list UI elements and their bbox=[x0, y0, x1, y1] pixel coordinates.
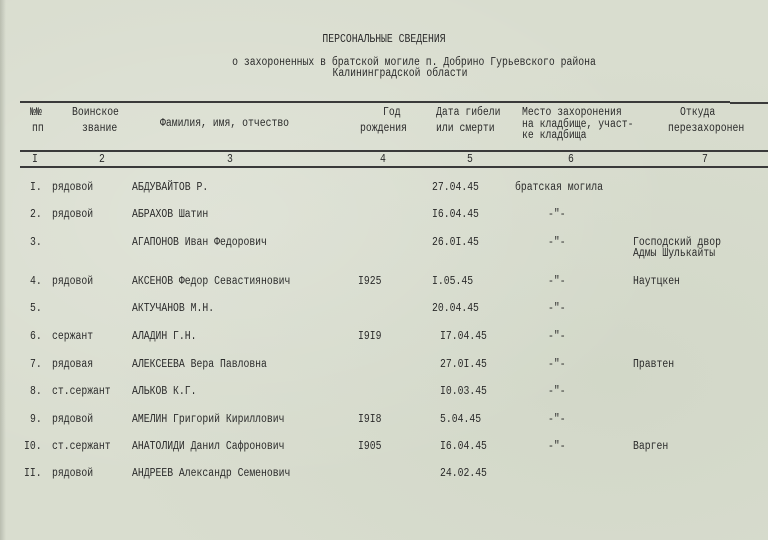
header-place: ке кладбища bbox=[522, 129, 587, 142]
cell-birth: I9I8 bbox=[358, 413, 382, 426]
cell-death: I7.04.45 bbox=[440, 330, 487, 343]
header-birth: рождения bbox=[360, 122, 407, 135]
column-number: 7 bbox=[702, 153, 708, 166]
cell-rank: рядовой bbox=[52, 181, 94, 194]
cell-birth: I905 bbox=[358, 440, 382, 453]
column-number: 2 bbox=[99, 153, 105, 166]
header-origin: перезахоронен bbox=[668, 122, 745, 135]
cell-place: -"- bbox=[548, 440, 566, 453]
cell-death: 27.04.45 bbox=[432, 181, 479, 194]
cell-num: I0. bbox=[24, 440, 42, 453]
header-name: Фамилия, имя, отчество bbox=[160, 117, 290, 130]
cell-rank: сержант bbox=[52, 330, 94, 343]
header-death: Дата гибели bbox=[436, 106, 501, 119]
table-row bbox=[0, 330, 768, 350]
table-row bbox=[0, 358, 768, 378]
table-row bbox=[0, 181, 768, 201]
header-num: пп bbox=[32, 122, 44, 135]
cell-death: 24.02.45 bbox=[440, 467, 487, 480]
cell-death: 5.04.45 bbox=[440, 413, 482, 426]
cell-origin: Наутцкен bbox=[633, 275, 680, 288]
cell-num: 5. bbox=[30, 302, 42, 315]
cell-place: -"- bbox=[548, 302, 566, 315]
cell-name: АЛЬКОВ К.Г. bbox=[132, 385, 197, 398]
cell-death: 26.0I.45 bbox=[432, 236, 479, 249]
header-death: или смерти bbox=[436, 122, 495, 135]
table-row bbox=[0, 236, 768, 260]
column-number: 3 bbox=[227, 153, 233, 166]
cell-place: -"- bbox=[548, 330, 566, 343]
cell-rank: рядовая bbox=[52, 358, 94, 371]
cell-place: -"- bbox=[548, 358, 566, 371]
cell-rank: рядовой bbox=[52, 467, 94, 480]
cell-death: 20.04.45 bbox=[432, 302, 479, 315]
header-top-rule-end bbox=[730, 102, 768, 104]
header-rank: Воинское bbox=[72, 106, 119, 119]
table-row bbox=[0, 302, 768, 322]
cell-place: -"- bbox=[548, 275, 566, 288]
cell-rank: рядовой bbox=[52, 413, 94, 426]
column-number: I bbox=[32, 153, 38, 166]
cell-num: 8. bbox=[30, 385, 42, 398]
cell-place: -"- bbox=[548, 413, 566, 426]
table-row bbox=[0, 467, 768, 487]
header-origin: Откуда bbox=[680, 106, 716, 119]
cell-place: братская могила bbox=[515, 181, 604, 194]
cell-name: АНДРЕЕВ Александр Семенович bbox=[132, 467, 291, 480]
cell-rank: ст.сержант bbox=[52, 440, 111, 453]
cell-name: АКСЕНОВ Федор Севастиянович bbox=[132, 275, 291, 288]
column-numbers-rule bbox=[20, 166, 768, 168]
document-subtitle-line1: о захороненных в братской могиле п. Добрино Гурьевского района bbox=[232, 56, 596, 69]
cell-num: 2. bbox=[30, 208, 42, 221]
header-place: Место захоронения bbox=[522, 106, 622, 119]
cell-num: 7. bbox=[30, 358, 42, 371]
cell-place: -"- bbox=[548, 385, 566, 398]
document-title: ПЕРСОНАЛЬНЫЕ СВЕДЕНИЯ bbox=[322, 33, 446, 46]
table-row bbox=[0, 440, 768, 460]
cell-origin: Правтен bbox=[633, 358, 675, 371]
cell-name: АБДУВАЙТОВ Р. bbox=[132, 181, 209, 194]
cell-name: АНАТОЛИДИ Данил Сафронович bbox=[132, 440, 285, 453]
header-birth: Год bbox=[383, 106, 401, 119]
header-top-rule bbox=[20, 101, 730, 103]
header-bottom-rule bbox=[20, 150, 768, 152]
cell-num: 9. bbox=[30, 413, 42, 426]
cell-name: АЛЕКСЕЕВА Вера Павловна bbox=[132, 358, 267, 371]
document-subtitle-line2: Калининградской области bbox=[332, 67, 468, 80]
cell-death: I6.04.45 bbox=[440, 440, 487, 453]
column-number: 6 bbox=[568, 153, 574, 166]
cell-rank: рядовой bbox=[52, 208, 94, 221]
column-number: 4 bbox=[380, 153, 386, 166]
cell-rank: рядовой bbox=[52, 275, 94, 288]
column-number: 5 bbox=[467, 153, 473, 166]
table-row bbox=[0, 385, 768, 405]
header-rank: звание bbox=[82, 122, 118, 135]
cell-name: АМЕЛИН Григорий Кириллович bbox=[132, 413, 285, 426]
cell-name: АКТУЧАНОВ М.Н. bbox=[132, 302, 215, 315]
header-place: на кладбище, участ- bbox=[522, 118, 634, 131]
cell-death: I6.04.45 bbox=[432, 208, 479, 221]
cell-death: I.05.45 bbox=[432, 275, 474, 288]
cell-place: -"- bbox=[548, 208, 566, 221]
cell-num: 4. bbox=[30, 275, 42, 288]
cell-name: АЛАДИН Г.Н. bbox=[132, 330, 197, 343]
cell-birth: I9I9 bbox=[358, 330, 382, 343]
cell-origin: Господский двор bbox=[633, 236, 722, 249]
cell-origin: Варген bbox=[633, 440, 669, 453]
header-num: №№ bbox=[30, 106, 42, 119]
cell-death: I0.03.45 bbox=[440, 385, 487, 398]
cell-num: 3. bbox=[30, 236, 42, 249]
cell-place: -"- bbox=[548, 236, 566, 249]
cell-num: II. bbox=[24, 467, 42, 480]
cell-name: АБРАХОВ Шатин bbox=[132, 208, 209, 221]
cell-birth: I925 bbox=[358, 275, 382, 288]
cell-num: I. bbox=[30, 181, 42, 194]
table-row bbox=[0, 413, 768, 433]
cell-num: 6. bbox=[30, 330, 42, 343]
cell-death: 27.0I.45 bbox=[440, 358, 487, 371]
table-row bbox=[0, 275, 768, 295]
cell-origin: Адмы Шулькайты bbox=[633, 247, 716, 260]
cell-name: АГАПОНОВ Иван Федорович bbox=[132, 236, 267, 249]
cell-rank: ст.сержант bbox=[52, 385, 111, 398]
table-row bbox=[0, 208, 768, 228]
